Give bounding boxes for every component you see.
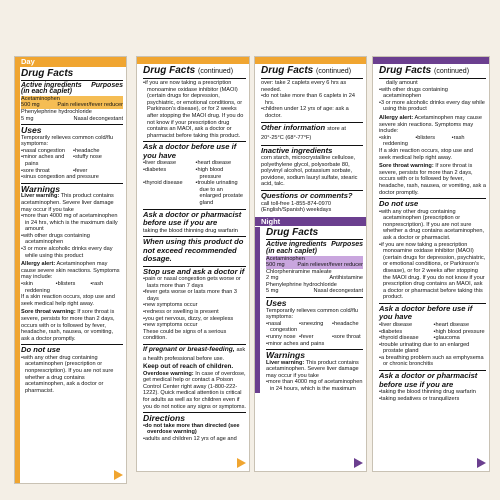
stop-use-heading: Stop use and ask a doctor if bbox=[143, 266, 245, 276]
allergy-alert-text-2: If a skin reaction occurs, stop use and seek medical help right away. bbox=[379, 147, 473, 161]
inactive-ingredients-text: corn starch, microcrystalline cellulose, polyethylene glycol, polysorbate 80, polyvinyl alcohol, potassium sorbate, povidone, sodium lauryl sulfate, stearic acid, talc. bbox=[261, 155, 358, 188]
list-item: • thyroid disease bbox=[143, 180, 194, 206]
allergy-alert-text: Acetaminophen may cause severe skin reactions. Symptoms may include: bbox=[21, 261, 120, 281]
drug-facts-title bbox=[261, 65, 363, 79]
ingredient-purpose: Nasal decongestant bbox=[73, 115, 123, 122]
list-item: • high blood pressure bbox=[196, 167, 247, 180]
allergy-alert-text-2: If a skin reaction occurs, stop use and seek medical help right away. bbox=[21, 294, 115, 307]
list-item: • fever bbox=[73, 168, 123, 175]
title-text: Drug Facts bbox=[261, 65, 314, 76]
drug-facts-title: Drug Facts bbox=[266, 227, 363, 240]
list-item: • minor aches and pains bbox=[266, 341, 363, 348]
keep-out-of-reach: Keep out of reach of children. bbox=[143, 363, 234, 371]
list-item: • heart disease bbox=[434, 322, 487, 329]
panel-day-drug-facts bbox=[14, 56, 127, 484]
sore-throat-label: Sore throat warning: bbox=[379, 163, 434, 170]
list-item: • nasal congestion bbox=[21, 148, 71, 155]
ask-doctor-list bbox=[143, 160, 246, 206]
liver-warning-text: This product contains acetaminophen. Severe liver damage may occur if you take bbox=[21, 193, 114, 213]
list-item: • stuffy nose bbox=[73, 154, 123, 167]
purposes-label: Purposes bbox=[331, 241, 363, 249]
list-item: • new symptoms occur bbox=[143, 322, 246, 329]
list-item: • rash bbox=[452, 135, 486, 148]
overdose-text: In case of overdose, get medical help or contact a Poison Control Center right away (1-800-222-1222). Quick medical attention is critical for adults as well as for children even if you do not notice any signs or symptoms. bbox=[143, 370, 246, 410]
ingredient-purpose: Pain reliever/fever reducer bbox=[297, 262, 363, 269]
list-item: • runny nose bbox=[266, 334, 297, 341]
daily-amount-text: daily amount bbox=[386, 80, 418, 86]
pregnant-text: ask a health professional before use. bbox=[143, 347, 246, 362]
panel-drug-facts-continued-2 bbox=[254, 56, 367, 472]
ingredient-amount: 500 mg bbox=[21, 102, 40, 109]
allergy-list bbox=[379, 135, 486, 148]
ingredient-amount: 500 mg bbox=[266, 262, 285, 269]
ingredient-amount: 5 mg bbox=[266, 288, 279, 295]
list-item: • you get nervous, dizzy, or sleepless bbox=[143, 316, 246, 323]
continue-arrow-icon bbox=[477, 458, 486, 468]
directions-heading: Directions bbox=[143, 412, 246, 423]
ingredient-phenylephrine bbox=[266, 282, 363, 295]
list-item: • skin reddening bbox=[379, 135, 413, 148]
ingredient-phenylephrine bbox=[21, 109, 123, 122]
allergy-alert bbox=[379, 115, 486, 135]
allergy-alert bbox=[21, 261, 123, 281]
list-item: • liver disease bbox=[379, 322, 432, 329]
list-item: • glaucoma bbox=[434, 335, 487, 342]
inactive-ingredients-heading: Inactive ingredients bbox=[261, 145, 363, 156]
night-section bbox=[255, 217, 366, 393]
liver-warning-label: Liver warning: bbox=[266, 359, 305, 366]
list-item: • do not take more than 6 caplets in 24 hrs. bbox=[261, 93, 363, 106]
list-item: • diabetes bbox=[143, 167, 194, 180]
uses-text: Temporarily relieves common cold/flu symptoms: bbox=[266, 307, 359, 321]
list-item: • adults and children 12 yrs of age and bbox=[143, 436, 246, 443]
liver-warning bbox=[21, 193, 123, 213]
list-item: • with other drugs containing acetaminophen bbox=[379, 87, 486, 100]
stop-use-note: These could be signs of a serious condition. bbox=[143, 328, 227, 342]
ingredient-acetaminophen bbox=[21, 96, 123, 109]
night-tag: Night bbox=[255, 217, 366, 227]
list-item: • diabetes bbox=[379, 329, 432, 336]
list-item: • fever gets worse or lasts more than 3 days bbox=[143, 289, 246, 302]
orange-stripe bbox=[15, 57, 20, 483]
drug-facts-title bbox=[379, 65, 486, 79]
ask-doctor-list bbox=[379, 322, 486, 342]
ask-pharmacist-heading: Ask a doctor or pharmacist before use if you are bbox=[379, 370, 486, 389]
continue-arrow-icon bbox=[354, 458, 363, 468]
liver-warning-text: This product contains acetaminophen. Severe liver damage may occur if you take bbox=[266, 359, 359, 379]
ask-pharmacist-text: taking the blood thinning drug warfarin bbox=[143, 227, 238, 234]
list-item: • with any other drug containing acetaminophen (prescription or nonprescription). If you are not sure whether a drug contains acetaminophen, ask a doctor or pharmacist. bbox=[21, 355, 123, 395]
list-item: • nasal congestion bbox=[266, 321, 297, 334]
ingredient-purpose: Nasal decongestant bbox=[313, 288, 363, 295]
warnings-heading: Warnings bbox=[21, 183, 123, 194]
ask-doctor-heading: Ask a doctor before use if you have bbox=[143, 141, 246, 160]
drug-facts-title bbox=[143, 65, 246, 79]
ingredient-acetaminophen bbox=[266, 256, 363, 269]
orange-band bbox=[255, 57, 366, 64]
list-item: • minor aches and pains bbox=[21, 154, 71, 167]
list-item: • if you are now taking a prescription monoamine oxidase inhibitor (MAOI) (certain drugs for depression, psychiatric, or emotional conditions, or Parkinson's disease), or for 2 weeks after stopping the MAOI drug. If you do not know if your prescription drug contains an MAOI, ask a doctor or pharmacist before taking this product. bbox=[379, 242, 486, 301]
overdose-warning bbox=[143, 371, 246, 411]
list-item: • skin reddening bbox=[21, 281, 54, 294]
list-item: • liver disease bbox=[143, 160, 194, 167]
questions-heading: Questions or comments? bbox=[261, 190, 363, 201]
list-item: • more than 4000 mg of acetaminophen in 24 hours, which is the maximum bbox=[266, 379, 363, 392]
continued-label: (continued) bbox=[434, 68, 470, 75]
sore-throat-text: If sore throat is severe, persists for more than 2 days, occurs with or is followed by fever, headache, rash, nausea, or vomiting, ask a doctor promptly. bbox=[21, 309, 115, 342]
pregnant-warning bbox=[143, 344, 246, 363]
liver-warning bbox=[266, 360, 363, 380]
pregnant-label: If pregnant or breast-feeding, bbox=[143, 346, 235, 354]
continued-label: (continued) bbox=[198, 68, 234, 75]
list-item: • trouble urinating due to an enlarged prostate gland bbox=[379, 342, 486, 355]
list-item: • sore throat bbox=[21, 168, 71, 175]
do-not-use-heading: Do not use bbox=[21, 344, 123, 355]
ingredient-purpose: Pain reliever/fever reducer bbox=[57, 102, 123, 109]
list-item: • with any other drug containing acetaminophen (prescription or nonprescription). If you are not sure whether a drug contains acetaminophen, ask a doctor or pharmacist. bbox=[379, 209, 486, 242]
list-item: • trouble urinating due to an enlarged prostate gland bbox=[196, 180, 247, 206]
list-item: • pain or nasal congestion gets worse or lasts more than 7 days bbox=[143, 276, 246, 289]
ingredient-amount: 2 mg bbox=[266, 275, 279, 282]
list-item: • fever bbox=[299, 334, 330, 341]
drug-facts-title: Drug Facts bbox=[21, 68, 123, 81]
questions-text: call toll-free 1-855-874-0970 (English/Spanish) weekdays bbox=[261, 200, 332, 214]
ingredient-chlorpheniramine bbox=[266, 269, 363, 282]
uses-list bbox=[266, 321, 363, 341]
continued-label: (continued) bbox=[316, 68, 352, 75]
ingredient-amount: 5 mg bbox=[21, 115, 34, 122]
list-item: • children under 12 yrs of age: ask a doctor. bbox=[261, 106, 363, 119]
list-item: • thyroid disease bbox=[379, 335, 432, 342]
sore-throat-warning bbox=[21, 309, 123, 342]
list-item: • sore throat bbox=[332, 334, 363, 341]
list-item: • redness or swelling is present bbox=[143, 309, 246, 316]
sore-throat-label: Sore throat warning: bbox=[21, 309, 76, 316]
allergy-alert-text: Acetaminophen may cause severe skin reactions. Symptoms may include: bbox=[379, 114, 482, 135]
uses-text: Temporarily relieves common cold/flu symptoms: bbox=[21, 134, 114, 148]
list-item: • heart disease bbox=[196, 160, 247, 167]
uses-list bbox=[21, 148, 123, 174]
list-item: • headache bbox=[332, 321, 363, 334]
panel-drug-facts-continued-3 bbox=[372, 56, 490, 472]
liver-warning-label: Liver warning: bbox=[21, 193, 60, 200]
list-item: • 3 or more alcoholic drinks every day while using this product bbox=[379, 100, 486, 113]
active-ingredients-label: Active ingredients bbox=[21, 81, 82, 89]
list-item: • sneezing bbox=[299, 321, 330, 334]
ingredient-name: Acetaminophen bbox=[21, 95, 60, 102]
purple-band bbox=[373, 57, 489, 64]
list-item: • taking the blood thinning drug warfarin bbox=[379, 389, 486, 396]
day-tag: Day bbox=[15, 57, 126, 67]
other-info-heading: Other information bbox=[261, 122, 326, 132]
list-item: • do not take more than directed (see overdose warning) bbox=[143, 423, 246, 436]
other-information bbox=[261, 122, 363, 143]
each-caplet-label: (in each caplet) bbox=[266, 247, 317, 255]
list-item: • blisters bbox=[415, 135, 449, 148]
allergy-alert-label: Allergy alert: bbox=[21, 261, 56, 268]
list-item: • taking sedatives or tranquilizers bbox=[379, 396, 486, 403]
warnings-heading: Warnings bbox=[266, 349, 363, 360]
list-item: • more than 4000 mg of acetaminophen in 24 hrs, which is the maximum daily amount bbox=[21, 213, 123, 233]
list-item: • blisters bbox=[56, 281, 89, 294]
orange-band bbox=[137, 57, 249, 64]
continue-arrow-icon bbox=[114, 470, 123, 480]
list-item: • new symptoms occur bbox=[143, 302, 246, 309]
ingredient-name: Phenylephrine hydrochloride bbox=[21, 108, 92, 115]
list-item: • if you are now taking a prescription monoamine oxidase inhibitor (MAOI) (certain drugs for depression, psychiatric, or emotional conditions, or Parkinson's disease), or for 2 weeks after stopping the MAOI drug. If you do not know if your prescription drug contains an MAOI, ask a doctor or pharmacist before taking this product. bbox=[143, 80, 246, 139]
list-item: • a breathing problem such as emphysema or chronic bronchitis bbox=[379, 355, 486, 368]
ingredient-name: Phenylephrine hydrochloride bbox=[266, 281, 337, 288]
ask-doctor-heading: Ask a doctor before use if you have bbox=[379, 303, 486, 322]
ingredient-purpose: Antihistamine bbox=[329, 275, 363, 282]
sore-throat-text: If sore throat is severe, persists for more than 2 days, occurs with or is followed by fever, headache, rash, nausea, or vomiting, ask a doctor promptly. bbox=[379, 163, 486, 196]
list-item: • with other drugs containing acetaminophen bbox=[21, 233, 123, 246]
title-text: Drug Facts bbox=[379, 65, 432, 76]
list-item: • sinus congestion and pressure bbox=[21, 174, 123, 181]
list-item: • 3 or more alcoholic drinks every day while using this product bbox=[21, 246, 123, 259]
each-caplet-label: (in each caplet) bbox=[21, 88, 72, 96]
uses-heading: Uses bbox=[266, 297, 363, 308]
active-ingredients-label: Active ingredients bbox=[266, 241, 327, 249]
list-item: • headache bbox=[73, 148, 123, 155]
ingredient-name: Acetaminophen bbox=[266, 255, 305, 262]
continue-arrow-icon bbox=[237, 458, 246, 468]
overdose-label: Overdose warning: bbox=[143, 370, 194, 377]
uses-heading: Uses bbox=[21, 124, 123, 135]
when-using-heading: When using this product do not exceed recommended dosage. bbox=[143, 236, 246, 264]
list-item: • high blood pressure bbox=[434, 329, 487, 336]
ingredient-name: Chlorpheniramine maleate bbox=[266, 268, 332, 275]
other-info-text: store at 20°-25°C (68°-77°F) bbox=[261, 125, 346, 142]
sore-throat-warning bbox=[379, 163, 486, 196]
ask-pharmacist-heading: Ask a doctor or pharmacist before use if you are bbox=[143, 209, 246, 228]
directions-text: over: take 2 caplets every 6 hrs as needed. bbox=[261, 80, 347, 93]
do-not-use-heading: Do not use bbox=[379, 198, 486, 209]
panel-drug-facts-continued-1 bbox=[136, 56, 250, 472]
allergy-alert-label: Allergy alert: bbox=[379, 114, 414, 121]
list-item: • rash bbox=[90, 281, 123, 294]
allergy-list bbox=[21, 281, 123, 294]
purposes-label: Purposes bbox=[91, 81, 123, 89]
title-text: Drug Facts bbox=[143, 65, 196, 76]
